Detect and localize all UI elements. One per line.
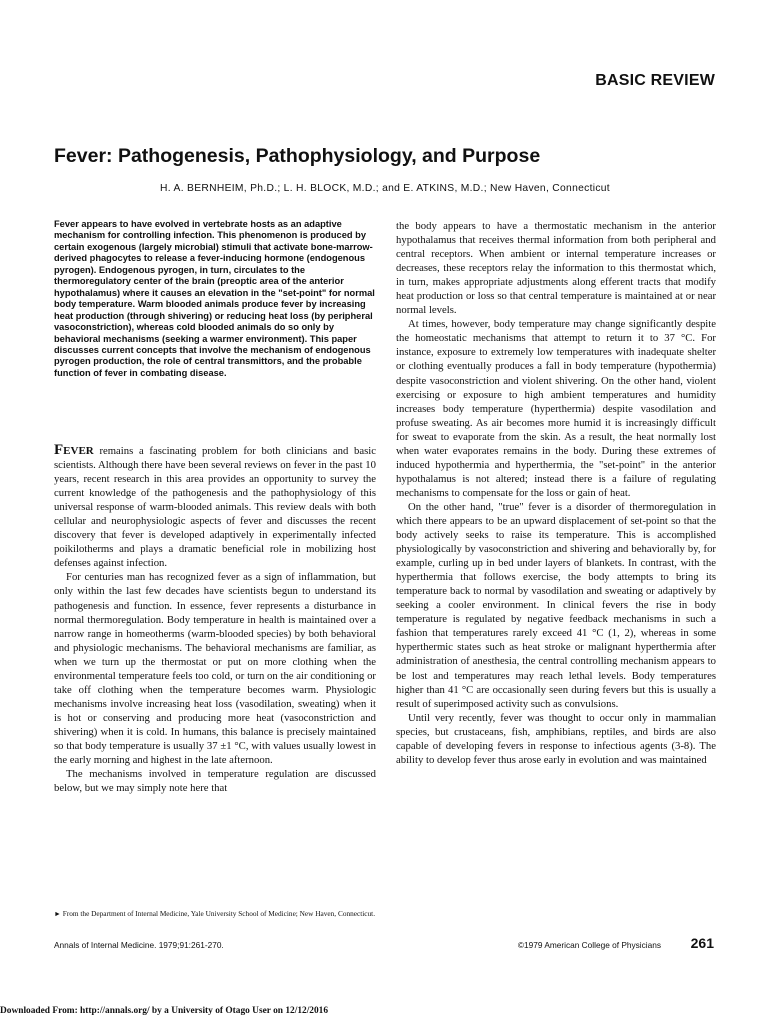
copyright-notice: ©1979 American College of Physicians — [517, 940, 661, 950]
lead-smallcaps: EVER — [63, 445, 94, 457]
journal-citation: Annals of Internal Medicine. 1979;91:261-270. — [54, 940, 224, 950]
body-paragraph: the body appears to have a thermostatic mechanism in the anterior hypothalamus that receives thermal information from both peripheral and central receptors. When ambient or internal temperature increases or decreases, these receptors relay the information to this thermostat which, in turn, makes appropriate adjustments along efferent tracts that modify heat production or loss so that central temperature is maintained at or near normal levels. — [396, 220, 716, 317]
page-number: 261 — [690, 935, 714, 951]
intro-paragraph — [54, 443, 376, 570]
footnote-arrow-icon: ► — [54, 910, 61, 918]
drop-cap: F — [54, 442, 64, 458]
footnote-text: From the Department of Internal Medicine, Yale University School of Medicine; New Haven, Connecticut. — [62, 909, 376, 918]
body-paragraph: The mechanisms involved in temperature regulation are discussed below, but we may simply note here that — [54, 768, 376, 795]
section-heading: BASIC REVIEW — [595, 72, 715, 89]
body-paragraph: For centuries man has recognized fever as a sign of inflammation, but only within the last few decades have scientists begun to understand its pathogenesis and function. In essence, fever represents a disturbance in normal thermoregulation. Body temperature in health is maintained over a narrow range in homeotherms (warm-blooded species) by both behavioral and physiologic mechanisms. The behavioral mechanisms are familiar, as when we turn up the thermostat or put on more clothing when the environmental temperature feels too cold, or turn on the air conditioning or take off clothing when the temperature becomes warm. Physiologic mechanisms involve increasing heat loss (vasodilation, sweating) when it is hot or conserving and producing more heat (vasoconstriction and shivering) when it is cold. In humans, this balance is precisely maintained so that body temperature is usually 37 ±1 °C, with values usually lowest in the early morning and highest in the late afternoon. — [54, 571, 376, 767]
abstract: Fever appears to have evolved in vertebrate hosts as an adaptive mechanism for controlling infection. This phenomenon is produced by certain exogenous (largely microbial) stimuli that activate bone-marrow-derived phagocytes to release a fever-inducing hormone (endogenous pyrogen). Endogenous pyrogen, in turn, circulates to the thermoregulatory center of the brain (preoptic area of the anterior hypothalamus) where it causes an elevation in the "set-point" for normal body temperature. Warm blooded animals produce fever by increasing heat production (through shivering) or reducing heat loss (by peripheral vasoconstriction), whereas cold blooded animals do so only by behavioral mechanisms (seeking a warmer environment). This paper discusses current concepts that involve the mechanism of endogenous pyrogen production, the role of central transmittors, and the probable function of fever in combating disease. — [54, 219, 375, 378]
body-paragraph: Until very recently, fever was thought to occur only in mammalian species, but crustaceans, fish, amphibians, reptiles, and birds are also capable of developing fevers in response to infectious agents (3-8). The ability to develop fever thus arose early in evolution and was maintained — [396, 711, 716, 766]
author-line: H. A. BERNHEIM, Ph.D.; L. H. BLOCK, M.D.; and E. ATKINS, M.D.; New Haven, Connecticut — [160, 183, 610, 194]
body-column-right — [396, 219, 716, 767]
body-paragraph: On the other hand, "true" fever is a disorder of thermoregulation in which there appears to be an upward displacement of set-point so that the body actively seeks to raise its temperature. This is accomplished physiologically by vasoconstriction and shivering and behaviorally by, for example, curling up in bed under layers of blankets. In contrast, with the hyperthermia that follows exercise, the body attempts to bring its temperature back to normal by vasodilation and sweating or adaptively by seeking a cooler environment. In clinical fevers the rise in body temperature is regulated by negative feedback mechanisms in such a fashion that temperatures rarely exceed 41 °C (1, 2), whereas in some hyperthermic states such as heat stroke or malignant hyperthermia after administration of anesthesia, the central controlling mechanism appears to be lost and temperatures may reach lethal levels. Body temperatures higher than 41 °C are occasionally seen during fevers but this is usually a result of superimposed activity such as convulsions. — [396, 500, 716, 710]
body-column-left — [54, 443, 376, 795]
download-stamp: Downloaded From: http://annals.org/ by a University of Otago User on 12/12/2016 — [0, 1006, 329, 1016]
body-paragraph: At times, however, body temperature may change significantly despite the homeostatic mechanisms that attempt to return it to 37 °C. For instance, exposure to extremely low temperatures with inadequate shelter or clothing eventually produces a fall in body temperature (hypothermia) despite vasoconstriction and violent shivering. On the other hand, violent exercising or exposure to high ambient temperatures and humidity increases body temperature (hyperthermia) despite vasodilation and profuse sweating. As air becomes more humid it is increasingly difficult for sweat to evaporate from the skin. As a result, the heat normally lost when water evaporates remains in the body. During these extremes of induced hypothermia and hyperthermia, the "set-point" in the anterior hypothalamus is not altered; instead there is a failure of regulating mechanisms to compensate for the loss or gain of heat. — [396, 318, 716, 499]
article-title: Fever: Pathogenesis, Pathophysiology, and Purpose — [54, 145, 541, 167]
intro-text: remains a fascinating problem for both clinicians and basic scientists. Although there have been several reviews on fever in the past 10 years, recent research in this area provides an opportunity to survey the current knowledge of the pathogenesis and the pathophysiology of this universal response of warm-blooded animals. This review deals with both cellular and neurophysiologic aspects of fever and discusses the recent discovery that fever is developed adaptively in experimentally infected poikilotherms and plays a dramatic beneficial role in mobilizing host defenses against infection. — [54, 445, 376, 570]
affiliation-footnote — [54, 909, 376, 919]
